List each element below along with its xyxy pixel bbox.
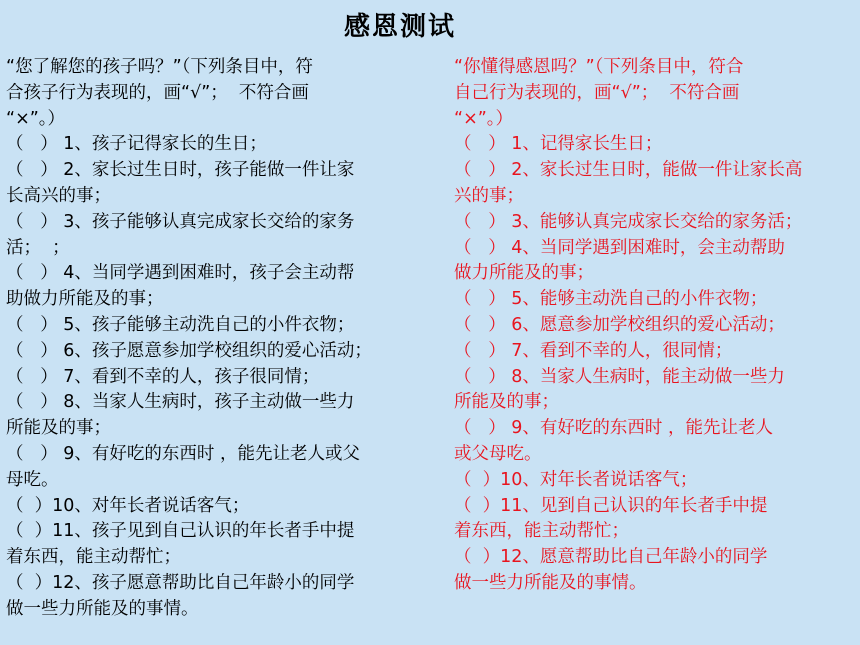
questionnaire-line: （ ） 6、愿意参加学校组织的爱心活动；: [454, 314, 785, 335]
questionnaire-line: （ ） 7、看到不幸的人，很同情；: [454, 340, 733, 361]
questionnaire-line: （ ） 5、能够主动洗自己的小件衣物；: [454, 289, 768, 310]
questionnaire-line: （ ）11、孩子见到自己认识的年长者手中提: [6, 521, 355, 542]
questionnaire-line: （ ）10、对年长者说话客气；: [6, 495, 250, 516]
questionnaire-line: 或父母吃。: [454, 443, 542, 464]
questionnaire-line: “×”。）: [454, 108, 514, 129]
questionnaire-line: 做一些力所能及的事情。: [454, 572, 647, 593]
questionnaire-line: （ ） 3、孩子能够认真完成家长交给的家务: [6, 211, 355, 232]
questionnaire-line: （ ） 4、当同学遇到困难时，会主动帮助: [454, 237, 785, 258]
questionnaire-line: （ ） 6、孩子愿意参加学校组织的爱心活动；: [6, 340, 372, 361]
questionnaire-line: （ ） 5、孩子能够主动洗自己的小件衣物；: [6, 314, 355, 335]
page-title: 感恩测试: [343, 12, 456, 42]
questionnaire-line: 所能及的事；: [454, 392, 559, 413]
questionnaire-line: （ ） 2、家长过生日时，能做一件让家长高: [454, 160, 803, 181]
questionnaire-line: 着东西，能主动帮忙；: [454, 521, 629, 542]
questionnaire-line: （ ） 8、当家人生病时，能主动做一些力: [454, 366, 785, 387]
questionnaire-line: 合孩子行为表现的，画“√”； 不符合画: [6, 82, 309, 103]
questionnaire-line: 助做力所能及的事；: [6, 289, 164, 310]
questionnaire-line: 着东西，能主动帮忙；: [6, 547, 181, 568]
questionnaire-line: 所能及的事；: [6, 418, 111, 439]
questionnaire-line: “×”。）: [6, 108, 66, 129]
questionnaire-line: 做力所能及的事；: [454, 263, 594, 284]
questionnaire-line: 活； ；: [6, 237, 70, 258]
questionnaire-line: （ ）12、孩子愿意帮助比自己年龄小的同学: [6, 572, 355, 593]
questionnaire-line: （ ） 7、看到不幸的人，孩子很同情；: [6, 366, 320, 387]
questionnaire-line: “您了解您的孩子吗？”（下列条目中，符: [6, 57, 313, 77]
questionnaire-line: （ ） 8、当家人生病时，孩子主动做一些力: [6, 392, 355, 413]
questionnaire-line: （ ） 9、有好吃的东西时 ，能先让老人或父: [6, 443, 360, 464]
questionnaire-line: “你懂得感恩吗？”（下列条目中，符合: [454, 57, 744, 77]
questionnaire-line: （ ） 1、孩子记得家长的生日；: [6, 134, 267, 155]
questionnaire-line: （ ）10、对年长者说话客气；: [454, 469, 698, 490]
questionnaire-line: （ ）12、愿意帮助比自己年龄小的同学: [454, 547, 768, 568]
questionnaire-line: （ ） 2、家长过生日时，孩子能做一件让家: [6, 160, 355, 181]
questionnaire-line: （ ） 3、能够认真完成家长交给的家务活；: [454, 211, 803, 232]
questionnaire-line: （ ） 4、当同学遇到困难时，孩子会主动帮: [6, 263, 355, 284]
questionnaire-line: 长高兴的事；: [6, 185, 111, 206]
questionnaire-line: 做一些力所能及的事情。: [6, 598, 199, 619]
questionnaire-line: （ ） 9、有好吃的东西时 ，能先让老人: [454, 418, 773, 439]
questionnaire-line: （ ） 1、记得家长生日；: [454, 134, 663, 155]
questionnaire-line: 母吃。: [6, 469, 59, 490]
questionnaire-line: 自己行为表现的，画“√”； 不符合画: [454, 82, 740, 103]
questionnaire-line: （ ）11、见到自己认识的年长者手中提: [454, 495, 768, 516]
student-questionnaire: [454, 55, 854, 597]
parent-questionnaire: [6, 55, 436, 623]
questionnaire-line: 兴的事；: [454, 185, 524, 206]
